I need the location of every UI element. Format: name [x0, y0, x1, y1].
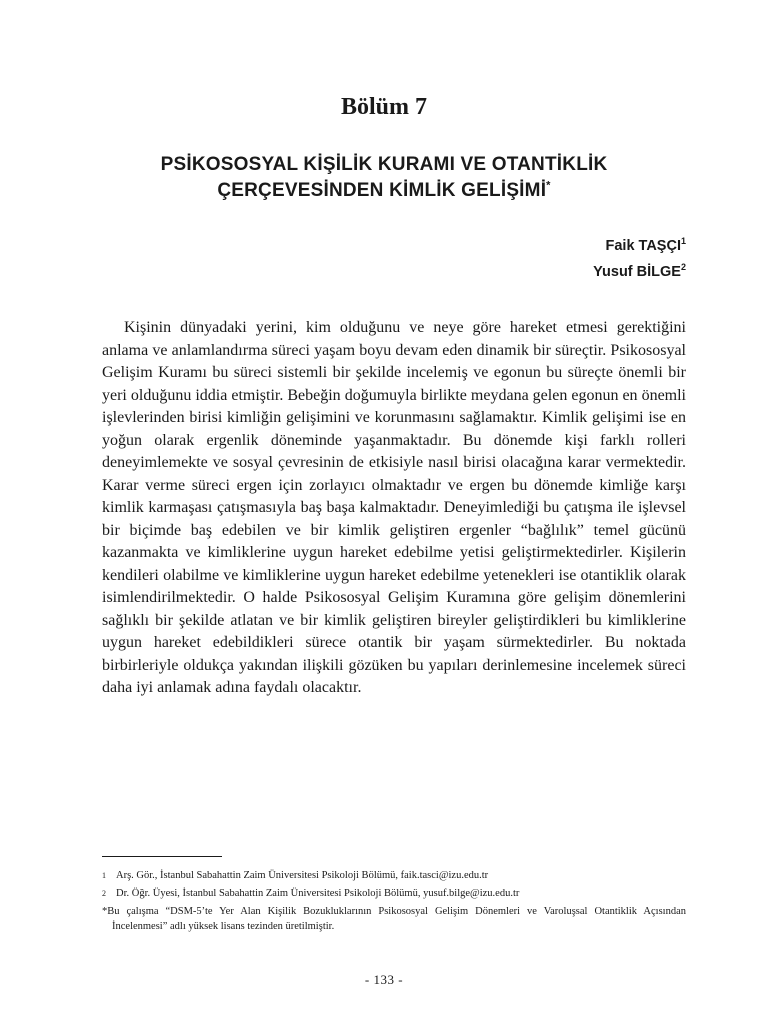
chapter-title-line-2: [60, 178, 708, 204]
footnote-1-mark: 1: [102, 871, 106, 880]
author-list: [386, 233, 686, 285]
footnote-2-mark: 2: [102, 889, 106, 898]
footnotes: [102, 868, 686, 934]
chapter-title-line-1: PSİKOSOSYAL KİŞİLİK KURAMI VE OTANTİKLİK: [160, 154, 608, 175]
chapter-title: [60, 152, 708, 204]
page-number: - 133 -: [364, 972, 404, 987]
author-2-mark: 2: [680, 262, 686, 273]
footnote-2: [102, 886, 686, 901]
body-paragraph: Kişinin dünyadaki yerini, kim olduğunu ve neye göre hareket etmesi gerektiğini anlama ve anlamlandırma süreci yaşam boyu devam eden dinamik bir süreçtir. Psikososyal Gelişim Kuramı bu süreci sistemli bir şekilde incelemiş ve egonun bu süreçte önemli bir yeri olduğunu iddia etmiştir. Bebeğin doğumuyla birlikte meydana gelen egonun en önemli işlevlerinden birisi kimliğin gelişimini ve korunmasını sağlamaktır. Kimlik gelişimi ise en yoğun olarak ergenlik döneminde yaşanmaktadır. Bu dönemde kişi farklı rolleri deneyimlemekte ve sosyal çevresinin de etkisiyle nasıl birisi olacağına karar vermektedir. Karar verme süreci ergen için zorlayıcı olmaktadır ve ergen bu dönemde kimliğe karşı kimlik karmaşası çatışmasıyla baş başa kalmaktadır. Deneyimlediği bu çatışma ile işlevsel bir biçimde baş edebilen ve bir kimlik geliştiren ergenler “bağlılık” temel gücünü kazanmakta ve kimliklerine uygun hareket edebilme yetisi geliştirmektedirler. Kişilerin kendileri olabilme ve kimliklerine uygun hareket edebilme yetenekleri ise otantiklik olarak isimlendirilmektedir. O halde Psikososyal Gelişim Kuramına göre gelişim dönemlerini sağlıklı bir şekilde atlatan ve bir kimlik geliştiren bireyler geliştirdikleri bu kimliklerine uygun hareket edebildikleri sürece otantik bir yaşam sürmektedirler. Bu noktada birbirleriyle oldukça yakından ilişkili gözüken bu yapıları derinlemesine incelemek süreci daha iyi anlamak adına faydalı olacaktır.: [102, 319, 686, 696]
footnote-divider: [102, 856, 222, 857]
author-1-mark: 1: [680, 236, 686, 247]
title-footnote-mark: *: [546, 179, 551, 192]
thesis-note: *Bu çalışma “DSM-5’te Yer Alan Kişilik Bozukluklarının Psikososyal Gelişim Dönemleri ve Varoluşsal Otantiklik Açısından İncelenmesi” adlı yüksek lisans tezinden üretilmiştir.: [102, 906, 686, 932]
footnote-1-text: Arş. Gör., İstanbul Sabahattin Zaim Üniversitesi Psikoloji Bölümü, faik.tasci@izu.edu.tr: [116, 870, 489, 881]
author-1: [386, 233, 686, 259]
chapter-heading: Bölüm 7: [340, 94, 427, 120]
author-2-name: Yusuf BİLGE: [593, 264, 681, 280]
chapter-title-line-2-text: ÇERÇEVESİNDEN KİMLİK GELİŞİMİ: [217, 180, 547, 201]
author-1-name: Faik TAŞÇI: [605, 238, 681, 254]
footnote-1: [102, 868, 686, 883]
author-2: [386, 259, 686, 285]
footnote-2-text: Dr. Öğr. Üyesi, İstanbul Sabahattin Zaim Üniversitesi Psikoloji Bölümü, yusuf.bilge@izu.edu.tr: [116, 888, 520, 899]
